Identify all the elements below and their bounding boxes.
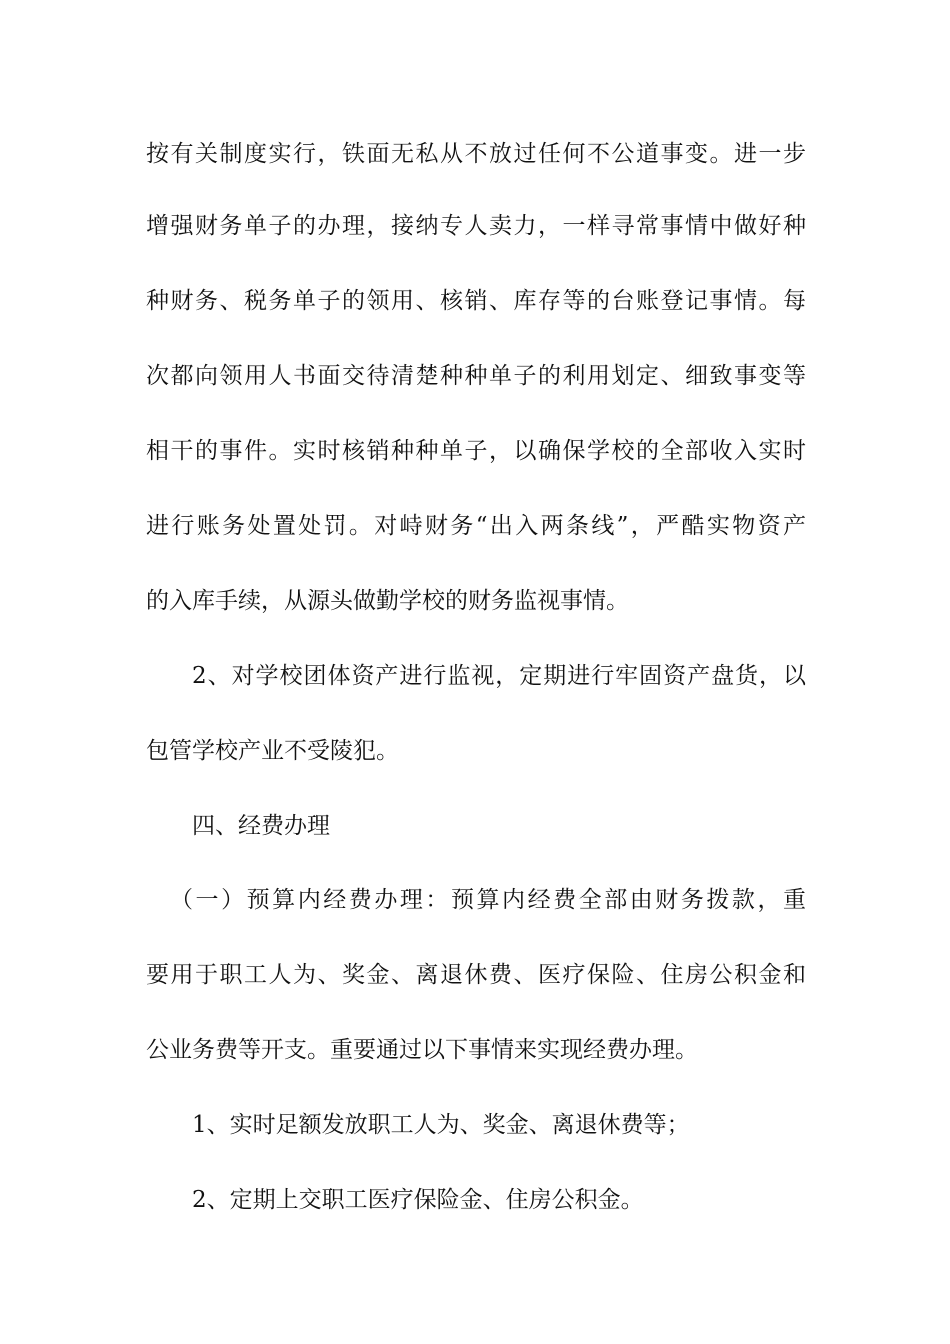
text-line-4: 次都向领用人书面交待清楚种种单子的利用划定、细致事变等 [146,363,806,389]
list-item-1: 1、实时足额发放职工人为、奖金、离退休费等； [192,1112,690,1138]
text-line-13: 公业务费等开支。重要通过以下事情来实现经费办理。 [146,1037,698,1063]
text-line-9: 包管学校产业不受陵犯。 [146,738,399,764]
text-line-2: 增强财务单子的办理，接纳专人卖力，一样寻常事情中做好种 [146,213,806,239]
text-line-3: 种财务、税务单子的领用、核销、库存等的台账登记事情。每 [146,288,806,314]
list-item-2: 2、定期上交职工医疗保险金、住房公积金。 [192,1187,644,1213]
text-line-11: （一）预算内经费办理：预算内经费全部由财务拨款，重 [170,887,806,913]
text-line-6: 进行账务处置处罚。对峙财务“出入两条线”，严酷实物资产 [146,513,806,539]
section-heading: 四、经费办理 [192,813,330,839]
text-line-7: 的入库手续，从源头做勤学校的财务监视事情。 [146,588,629,614]
text-line-12: 要用于职工人为、奖金、离退休费、医疗保险、住房公积金和 [146,962,806,988]
text-line-5: 相干的事件。实时核销种种单子，以确保学校的全部收入实时 [146,438,806,464]
text-line-8: 2、对学校团体资产进行监视，定期进行牢固资产盘货，以 [192,663,806,689]
text-line-1: 按有关制度实行，铁面无私从不放过任何不公道事变。进一步 [146,141,806,167]
